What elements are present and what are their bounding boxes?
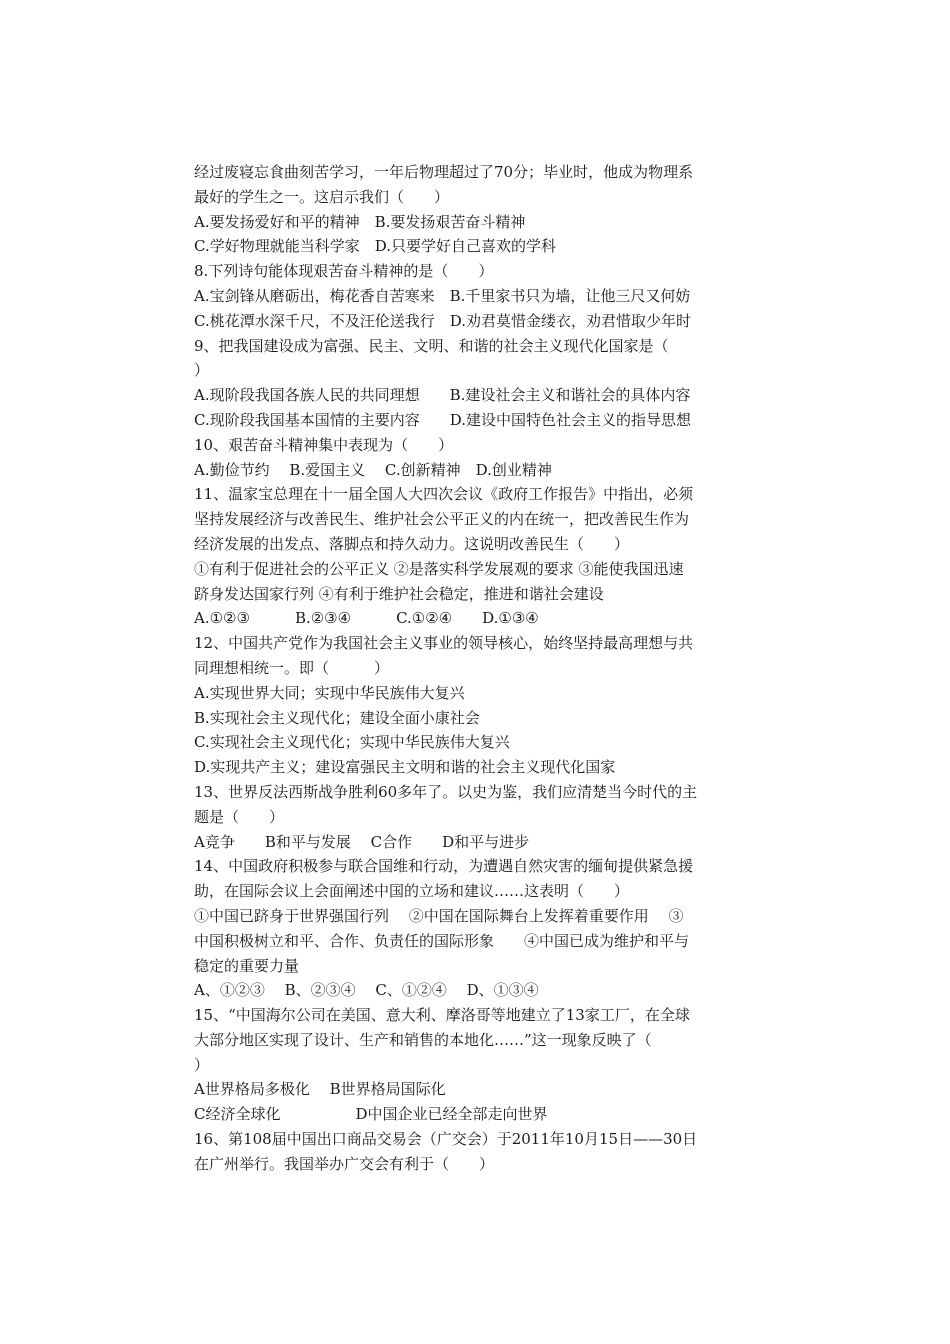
question-9: 9、把我国建设成为富强、民主、文明、和谐的社会主义现代化国家是（ — [194, 336, 669, 355]
text-line: ①中国已跻身于世界强国行列 ②中国在国际舞台上发挥着重要作用 ③ — [194, 906, 684, 925]
text-line: 跻身发达国家行列 ④有利于维护社会稳定，推进和谐社会建设 — [194, 584, 604, 603]
text-line: 助，在国际会议上会面阐述中国的立场和建议……这表明（ ） — [194, 882, 630, 901]
document-page — [194, 160, 760, 1177]
text-line: 题是（ ） — [194, 807, 285, 826]
text-line: 经济发展的出发点、落脚点和持久动力。这说明改善民生（ ） — [194, 534, 630, 553]
option-line: A、①②③ B、②③④ C、①②④ D、①③④ — [194, 981, 539, 1000]
text-line: 同理想相统一。即（ ） — [194, 658, 390, 677]
option-line: A世界格局多极化 B世界格局国际化 — [194, 1080, 446, 1099]
option-line: A.勤俭节约 B.爱国主义 C.创新精神 D.创业精神 — [194, 460, 552, 479]
question-14: 14、中国政府积极参与联合国维和行动，为遭遇自然灾害的缅甸提供紧急援 — [194, 857, 694, 876]
text-line: ①有利于促进社会的公平正义 ②是落实科学发展观的要求 ③能使我国迅速 — [194, 559, 684, 578]
option-line: D.实现共产主义；建设富强民主文明和谐的社会主义现代化国家 — [194, 758, 616, 777]
question-12: 12、中国共产党作为我国社会主义事业的领导核心，始终坚持最高理想与共 — [194, 634, 694, 653]
text-line: 最好的学生之一。这启示我们（ ） — [194, 187, 450, 206]
text-line: 稳定的重要力量 — [194, 956, 300, 975]
text-line: ） — [194, 1055, 210, 1074]
text-line: ） — [194, 361, 210, 380]
option-line: A.①②③ B.②③④ C.①②④ D.①③④ — [194, 609, 539, 628]
text-line: 大部分地区实现了设计、生产和销售的本地化……”这一现象反映了（ — [194, 1030, 652, 1049]
option-line: C经济全球化 D中国企业已经全部走向世界 — [194, 1105, 548, 1124]
question-8: 8.下列诗句能体现艰苦奋斗精神的是（ ） — [194, 262, 494, 281]
text-line: 坚持发展经济与改善民生、维护社会公平正义的内在统一，把改善民生作为 — [194, 510, 690, 529]
text-line: 经过废寝忘食曲刻苦学习，一年后物理超过了70分；毕业时，他成为物理系 — [194, 163, 694, 181]
question-15: 15、“中国海尔公司在美国、意大利、摩洛哥等地建立了13家工厂，在全球 — [194, 1006, 690, 1025]
option-line: A.实现世界大同；实现中华民族伟大复兴 — [194, 683, 465, 702]
option-line: C.学好物理就能当科学家 D.只要学好自己喜欢的学科 — [194, 237, 556, 256]
option-line: A.宝剑锋从磨砺出，梅花香自苦寒来 B.千里家书只为墙，让他三尺又何妨 — [194, 286, 691, 305]
option-line: C.现阶段我国基本国情的主要内容 D.建设中国特色社会主义的指导思想 — [194, 410, 691, 429]
question-16: 16、第108届中国出口商品交易会（广交会）于2011年10月15日——30日 — [194, 1130, 698, 1149]
option-line: B.实现社会主义现代化；建设全面小康社会 — [194, 708, 480, 727]
option-line: A.要发扬爱好和平的精神 B.要发扬艰苦奋斗精神 — [194, 212, 526, 231]
text-line: 中国积极树立和平、合作、负责任的国际形象 ④中国已成为维护和平与 — [194, 931, 690, 950]
text-line: 在广州举行。我国举办广交会有利于（ ） — [194, 1154, 495, 1173]
question-10: 10、艰苦奋斗精神集中表现为（ ） — [194, 435, 454, 454]
question-13: 13、世界反法西斯战争胜利60多年了。以史为鉴，我们应清楚当今时代的主 — [194, 782, 698, 801]
option-line: A竞争 B和平与发展 C合作 D和平与进步 — [194, 832, 530, 851]
option-line: C.桃花潭水深千尺，不及汪伦送我行 D.劝君莫惜金缕衣，劝君惜取少年时 — [194, 311, 691, 330]
option-line: C.实现社会主义现代化；实现中华民族伟大复兴 — [194, 733, 510, 752]
question-11: 11、温家宝总理在十一届全国人大四次会议《政府工作报告》中指出，必须 — [194, 485, 694, 504]
option-line: A.现阶段我国各族人民的共同理想 B.建设社会主义和谐社会的具体内容 — [194, 386, 691, 405]
